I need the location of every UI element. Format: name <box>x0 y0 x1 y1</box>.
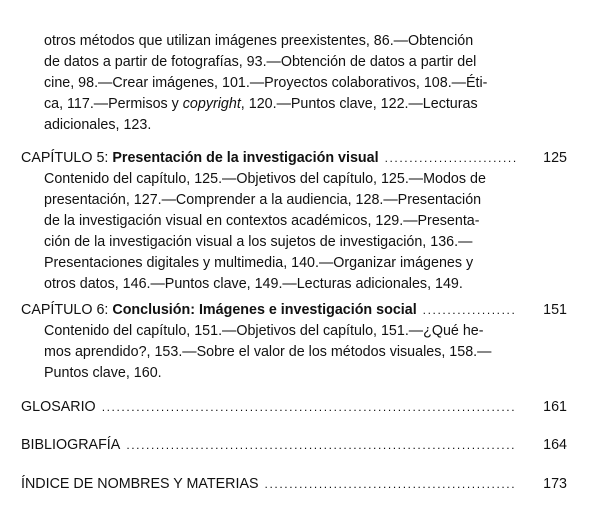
leader-dots <box>265 474 517 495</box>
toc-line: otros datos, 146.—Puntos clave, 149.—Lecturas adicionales, 149. <box>44 276 463 292</box>
toc-line: Contenido del capítulo, 125.—Objetivos del capítulo, 125.—Modos de <box>44 171 486 187</box>
toc-line: ción de la investigación visual a los sujetos de investigación, 136.— <box>44 234 473 250</box>
indice-entry[interactable] <box>21 474 521 495</box>
toc-line: Presentaciones digitales y multimedia, 140.—Organizar imágenes y <box>44 255 474 271</box>
leader-dots <box>423 300 517 321</box>
chapter5-entry[interactable] <box>21 148 521 295</box>
toc-line: de datos a partir de fotografías, 93.—Obtención de datos a partir del <box>44 54 477 70</box>
toc-line <box>44 94 521 115</box>
bibliografia-page-number: 164 <box>543 437 567 453</box>
chapter6-heading[interactable] <box>21 300 521 321</box>
glosario-label: GLOSARIO <box>21 399 96 415</box>
chapter6-prefix: CAPÍTULO 6: <box>21 302 113 318</box>
chapter5-heading[interactable] <box>21 148 521 169</box>
chapter5-prefix: CAPÍTULO 5: <box>21 150 113 166</box>
chapter6-entry[interactable] <box>21 300 521 384</box>
toc-line: presentación, 127.—Comprender a la audiencia, 128.—Presentación <box>44 192 482 208</box>
chapter6-label <box>21 300 417 321</box>
chapter6-page-number: 151 <box>543 302 567 318</box>
chapter5-title: Presentación de la investigación visual <box>112 150 379 166</box>
chapter5-page-number: 125 <box>543 150 567 166</box>
toc-line-part: , 120.—Puntos clave, 122.—Lecturas <box>240 96 478 112</box>
indice-label: ÍNDICE DE NOMBRES Y MATERIAS <box>21 476 259 492</box>
toc-line: cine, 98.—Crear imágenes, 101.—Proyectos colaborativos, 108.—Éti- <box>44 75 488 91</box>
chapter5-label <box>21 148 379 169</box>
toc-line-part: ca, 117.—Permisos y <box>44 96 183 112</box>
glosario-entry[interactable] <box>21 397 521 418</box>
bibliografia-label: BIBLIOGRAFÍA <box>21 437 121 453</box>
copyright-italic: copyright <box>182 96 241 112</box>
toc-line: adicionales, 123. <box>44 117 152 133</box>
toc-line: Puntos clave, 160. <box>44 365 162 381</box>
toc-line: Contenido del capítulo, 151.—Objetivos del capítulo, 151.—¿Qué he- <box>44 323 484 339</box>
toc-line: mos aprendido?, 153.—Sobre el valor de los métodos visuales, 158.— <box>44 344 492 360</box>
toc-line: de la investigación visual en contextos académicos, 129.—Presenta- <box>44 213 480 229</box>
leader-dots <box>385 148 517 169</box>
chapter6-title: Conclusión: Imágenes e investigación social <box>112 302 417 318</box>
chapter4-continuation <box>21 31 521 136</box>
toc-line: otros métodos que utilizan imágenes preexistentes, 86.—Obtención <box>44 33 474 49</box>
indice-page-number: 173 <box>543 476 567 492</box>
bibliografia-entry[interactable] <box>21 435 521 456</box>
glosario-page-number: 161 <box>543 399 567 415</box>
leader-dots <box>102 397 517 418</box>
leader-dots <box>126 435 517 456</box>
